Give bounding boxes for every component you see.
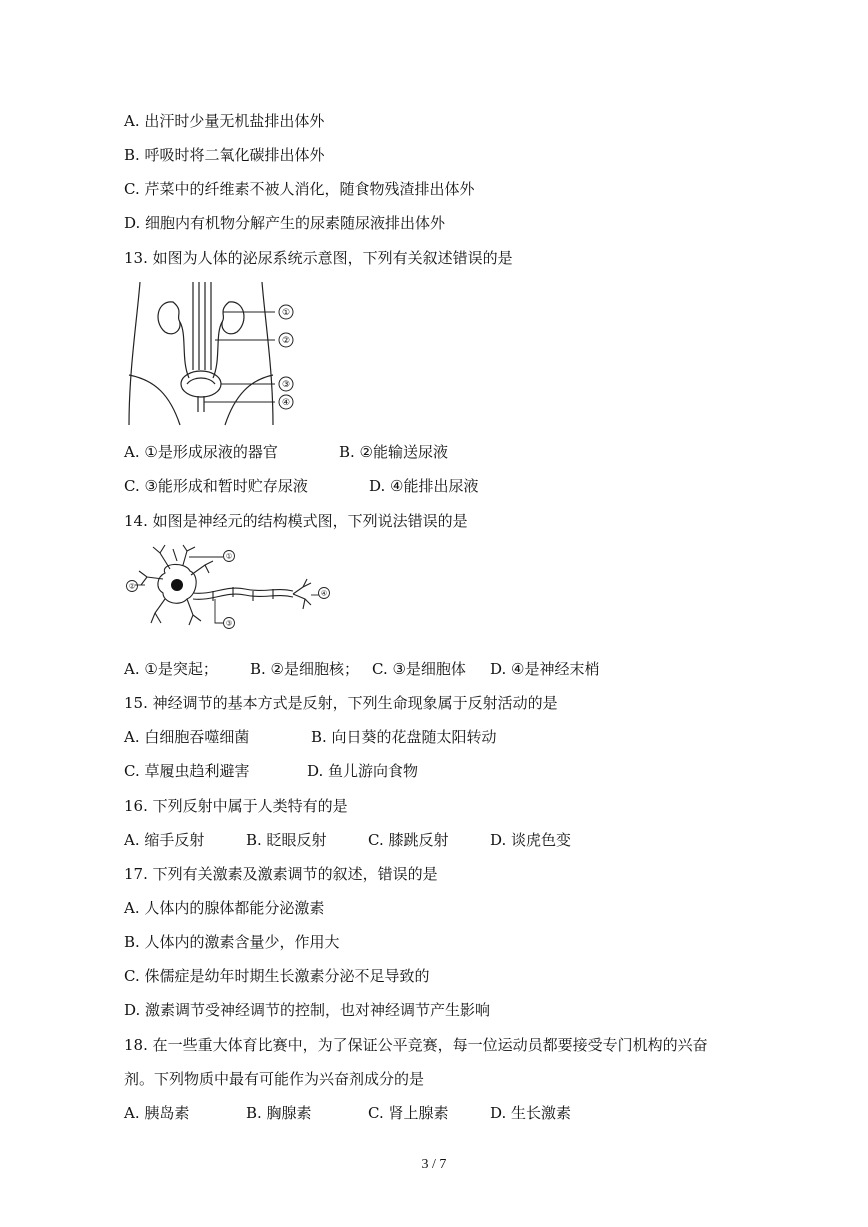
- q16-option-d: D. 谈虎色变: [490, 831, 572, 849]
- q15-option-b: B. 向日葵的花盘随太阳转动: [311, 728, 497, 746]
- q13-options-row1: [124, 442, 448, 462]
- q15-option-d: D. 鱼儿游向食物: [307, 762, 419, 780]
- q13-option-d: D. ④能排出尿液: [369, 477, 479, 495]
- q15-stem: 15. 神经调节的基本方式是反射，下列生命现象属于反射活动的是: [124, 694, 558, 712]
- q17-stem: 17. 下列有关激素及激素调节的叙述，错误的是: [124, 865, 438, 883]
- q18-options-row: [124, 1103, 571, 1123]
- q18-stem-line2: 剂。下列物质中最有可能作为兴奋剂成分的是: [124, 1070, 425, 1088]
- q17-option-b: B. 人体内的激素含量少，作用大: [124, 933, 340, 951]
- q16-option-c: C. 膝跳反射: [368, 831, 449, 849]
- q14-option-b: B. ②是细胞核；: [250, 660, 360, 678]
- q18-option-d: D. 生长激素: [490, 1104, 572, 1122]
- q15-option-c: C. 草履虫趋利避害: [124, 762, 250, 780]
- q15-options-row2: [124, 761, 418, 781]
- q17-option-d: D. 激素调节受神经调节的控制，也对神经调节产生影响: [124, 1001, 491, 1019]
- q15-option-a: A. 白细胞吞噬细菌: [124, 728, 250, 746]
- q14-option-a: A. ①是突起；: [124, 660, 218, 678]
- q13-option-a: A. ①是形成尿液的器官: [124, 443, 278, 461]
- q13-option-b: B. ②能输送尿液: [339, 443, 449, 461]
- q13-option-c: C. ③能形成和暂时贮存尿液: [124, 477, 308, 495]
- fig14-label-2: ②: [128, 582, 136, 591]
- fig14-label-3: ③: [225, 619, 233, 628]
- fig13-label-4: ④: [281, 398, 291, 408]
- page-number: 3 / 7: [421, 1157, 447, 1172]
- q16-option-b: B. 眨眼反射: [246, 831, 327, 849]
- q12-option-d: D. 细胞内有机物分解产生的尿素随尿液排出体外: [124, 214, 446, 232]
- q17-option-c: C. 侏儒症是幼年时期生长激素分泌不足导致的: [124, 967, 430, 985]
- q16-options-row: [124, 830, 571, 850]
- fig13-label-3: ③: [281, 380, 291, 390]
- q16-stem: 16. 下列反射中属于人类特有的是: [124, 797, 348, 815]
- q13-stem: 13. 如图为人体的泌尿系统示意图，下列有关叙述错误的是: [124, 249, 513, 267]
- q14-options-row: [124, 659, 599, 679]
- q12-option-c: C. 芹菜中的纤维素不被人消化，随食物残渣排出体外: [124, 180, 475, 198]
- fig14-label-4: ④: [320, 589, 328, 598]
- q18-option-c: C. 肾上腺素: [368, 1104, 449, 1122]
- q18-option-b: B. 胸腺素: [246, 1104, 312, 1122]
- q12-option-b: B. 呼吸时将二氧化碳排出体外: [124, 146, 325, 164]
- neuron-figure: [125, 543, 335, 633]
- q14-option-d: D. ④是神经末梢: [490, 660, 600, 678]
- q18-stem-line1: 18. 在一些重大体育比赛中，为了保证公平竞赛，每一位运动员都要接受专门机构的兴奋: [124, 1036, 708, 1054]
- q17-option-a: A. 人体内的腺体都能分泌激素: [124, 899, 325, 917]
- fig13-label-1: ①: [281, 308, 291, 318]
- q15-options-row1: [124, 727, 497, 747]
- urinary-system-figure: [125, 280, 305, 430]
- q18-option-a: A. 胰岛素: [124, 1104, 190, 1122]
- q13-options-row2: [124, 476, 478, 496]
- fig14-label-1: ①: [225, 552, 233, 561]
- q16-option-a: A. 缩手反射: [124, 831, 205, 849]
- fig13-label-2: ②: [281, 336, 291, 346]
- q14-stem: 14. 如图是神经元的结构模式图，下列说法错误的是: [124, 512, 468, 530]
- q14-option-c: C. ③是细胞体: [372, 660, 466, 678]
- q12-option-a: A. 出汗时少量无机盐排出体外: [124, 112, 325, 130]
